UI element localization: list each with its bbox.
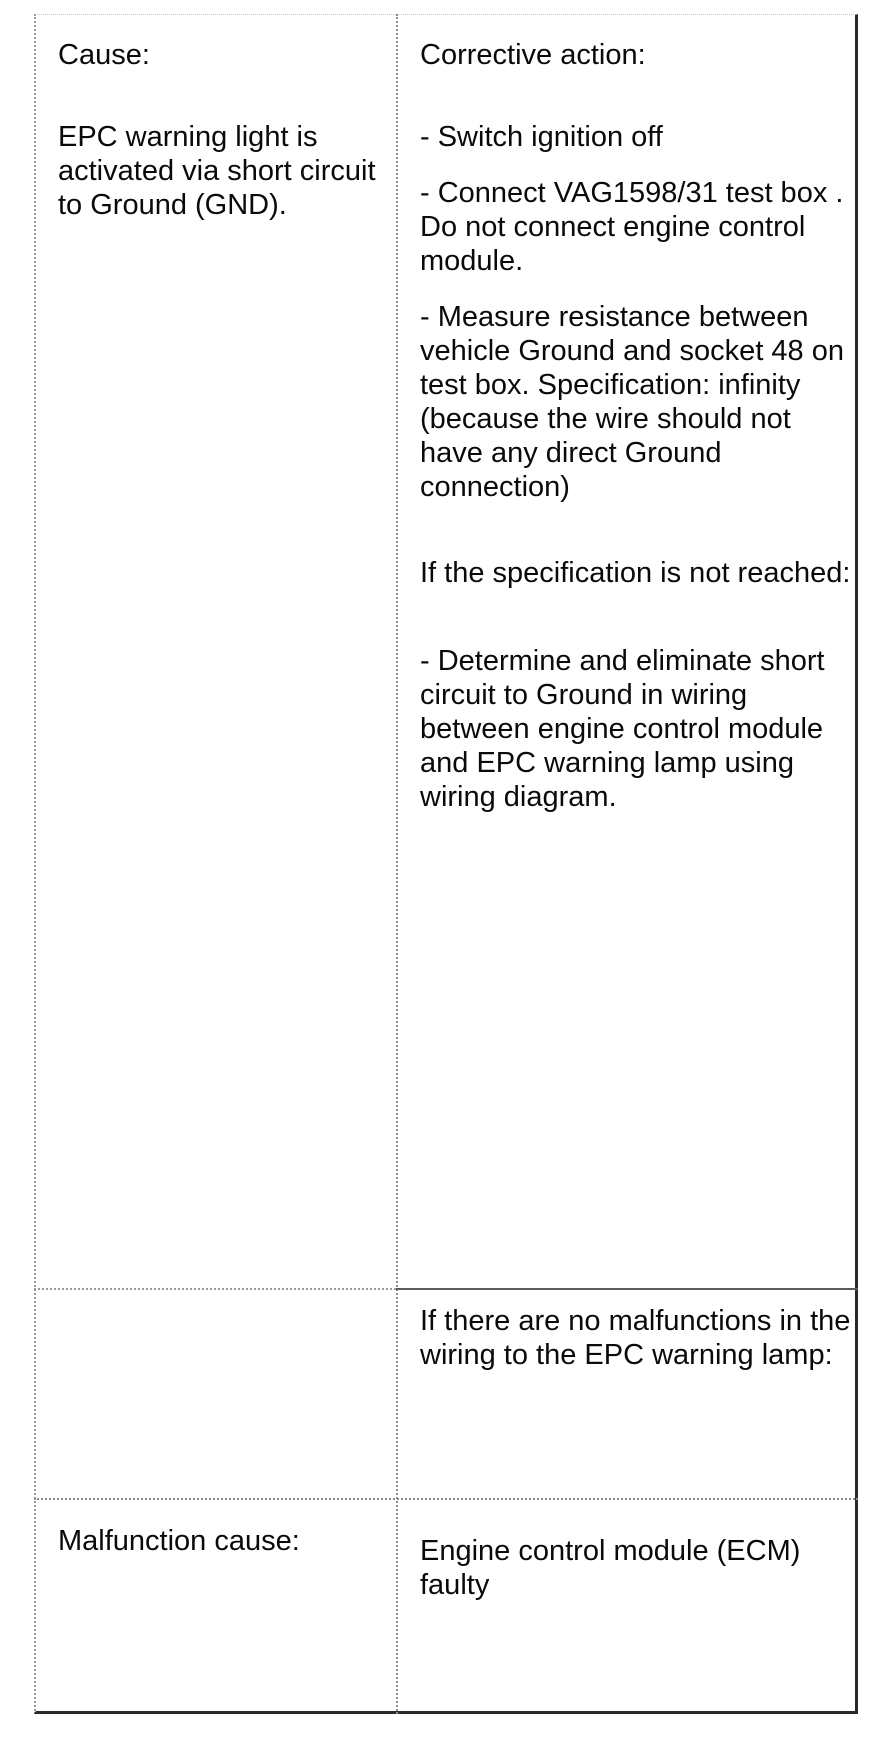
- malfunction-cause-label: Malfunction cause:: [58, 1525, 300, 1557]
- row-divider-right: [396, 1288, 858, 1290]
- malfunction-cause-value-cell: [420, 1534, 852, 1602]
- cause-heading: Cause:: [58, 39, 150, 71]
- malfunction-cause-label-cell: [58, 1524, 388, 1558]
- malfunction-cause-value: Engine control module (ECM) faulty: [420, 1535, 801, 1601]
- corrective-action-cell: [420, 38, 852, 814]
- row-divider-left: [34, 1288, 396, 1290]
- step-switch-ignition-off: - Switch ignition off: [420, 121, 663, 153]
- row-divider-bottom-section: [34, 1498, 858, 1500]
- condition-no-malfunction: If there are no malfunctions in the wiring to the EPC warning lamp:: [420, 1305, 851, 1371]
- corrective-action-heading: Corrective action:: [420, 39, 646, 71]
- step-measure-resistance: - Measure resistance between vehicle Ground and socket 48 on test box. Specification: infinity (because the wire should not have any direct Ground connection): [420, 301, 844, 503]
- step-connect-test-box: - Connect VAG1598/31 test box . Do not connect engine control module.: [420, 177, 844, 277]
- cause-text: EPC warning light is activated via short circuit to Ground (GND).: [58, 121, 376, 221]
- no-malfunction-cell: [420, 1304, 852, 1372]
- cause-cell: [58, 38, 388, 222]
- condition-not-reached: If the specification is not reached:: [420, 557, 851, 589]
- column-divider: [396, 14, 398, 1714]
- step-eliminate-short-circuit: - Determine and eliminate short circuit to Ground in wiring between engine control module and EPC warning lamp using wiring diagram.: [420, 645, 825, 813]
